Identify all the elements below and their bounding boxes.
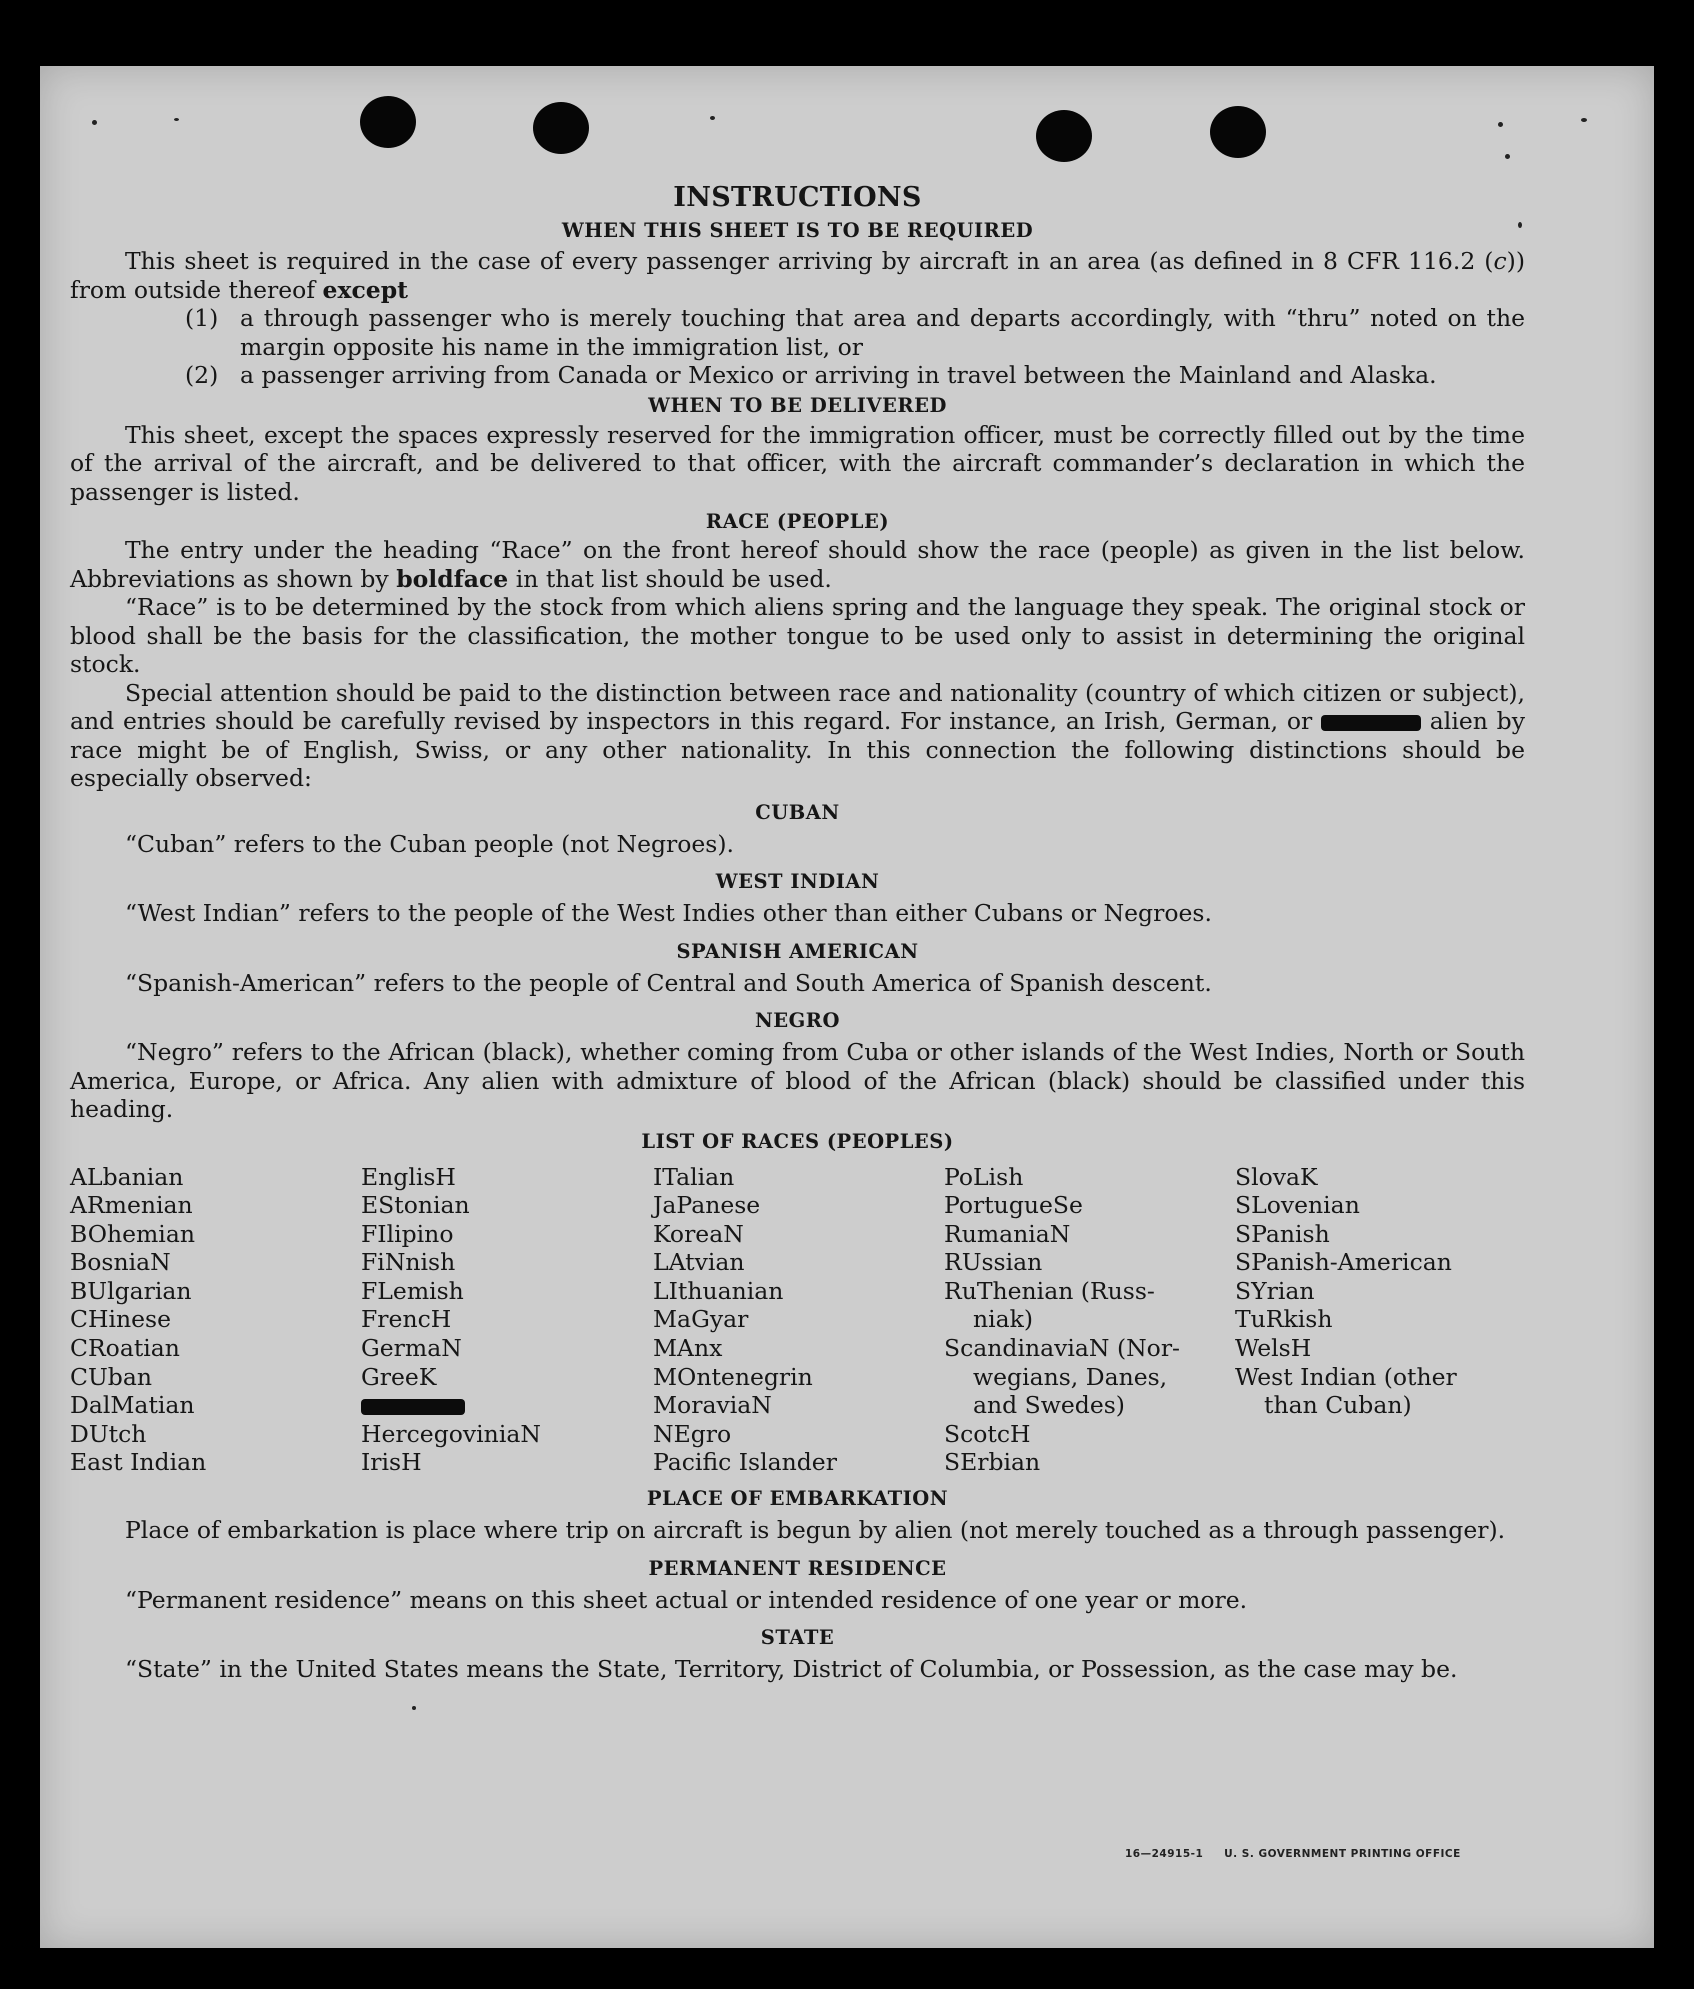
list-item: East Indian	[70, 1448, 207, 1477]
list-item: BosniaN	[70, 1248, 171, 1277]
list-item: IrisH	[361, 1448, 422, 1477]
list-item: BOhemian	[70, 1219, 195, 1248]
list-item: MoraviaN	[653, 1391, 772, 1420]
list-item: ITalian	[653, 1162, 735, 1191]
speck	[174, 118, 179, 121]
paragraph-embarkation: Place of embarkation is place where trip on aircraft is begun by alien (not merely touched as a through passenger).	[125, 1516, 1506, 1545]
paragraph-race-3: Special attention should be paid to the distinction between race and nationality (country of which citizen or subject), and entries should be carefully revised by inspectors in this regard. For instance, an Irish, German, or alien by race might be of English, Swiss, or any other nationality. In this connection the following distinctions should be especially observed:	[70, 678, 1525, 792]
list-item: RuThenian (Russ-	[944, 1276, 1155, 1305]
list-item: FiNnish	[361, 1248, 456, 1277]
list-item: RumaniaN	[944, 1219, 1071, 1248]
punch-hole	[1210, 106, 1266, 158]
list-item: FrencH	[361, 1305, 452, 1334]
list-item: JaPanese	[653, 1191, 761, 1220]
instructions-body	[70, 182, 1525, 1684]
speck	[412, 1706, 416, 1710]
list-item: MaGyar	[653, 1305, 749, 1334]
list-item: SPanish	[1235, 1219, 1330, 1248]
list-item: KoreaN	[653, 1219, 744, 1248]
exception-item-1: (1) a through passenger who is merely touching that area and departs accordingly, with “thru” noted on the margin opposite his name in the immigration list, or	[185, 304, 1525, 361]
list-item: SPanish-American	[1235, 1248, 1452, 1277]
list-item: HercegoviniaN	[361, 1419, 541, 1448]
heading-spanish-american: SPANISH AMERICAN	[676, 939, 919, 963]
paragraph-spanish-american: “Spanish-American” refers to the people of Central and South America of Spanish descent.	[125, 968, 1212, 997]
punch-hole	[1036, 110, 1092, 162]
heading-when-delivered: WHEN TO BE DELIVERED	[648, 393, 947, 417]
list-item: ALbanian	[70, 1162, 184, 1191]
paragraph-permanent-residence: “Permanent residence” means on this sheet actual or intended residence of one year or more.	[125, 1585, 1248, 1614]
speck	[710, 116, 715, 120]
list-item-continuation: niak)	[973, 1305, 1034, 1334]
race-column-4	[944, 1163, 1235, 1478]
list-item: RUssian	[944, 1248, 1043, 1277]
list-item: TuRkish	[1235, 1305, 1333, 1334]
paragraph-race-1: The entry under the heading “Race” on the front hereof should show the race (people) as given in the list below. Abbreviations as shown by boldface in that list should be used.	[70, 536, 1525, 593]
speck	[1505, 154, 1510, 159]
list-item: ARmenian	[70, 1191, 193, 1220]
heading-state: STATE	[760, 1626, 835, 1650]
list-item: SlovaK	[1235, 1162, 1318, 1191]
page-title: INSTRUCTIONS	[673, 182, 922, 213]
list-item: CRoatian	[70, 1334, 180, 1363]
list-item: SYrian	[1235, 1276, 1315, 1305]
list-item: ScotcH	[944, 1419, 1031, 1448]
form-number: 16—24915-1	[1125, 1848, 1204, 1860]
punch-hole	[533, 102, 589, 154]
redaction-mark	[1321, 715, 1421, 731]
punch-hole	[360, 96, 416, 148]
race-column-5	[1235, 1163, 1525, 1478]
list-item: ScandinaviaN (Nor-	[944, 1334, 1180, 1363]
list-item: SErbian	[944, 1448, 1041, 1477]
list-item-continuation: and Swedes)	[973, 1391, 1125, 1420]
form-footer	[1125, 1848, 1461, 1860]
list-item: GreeK	[361, 1362, 437, 1391]
paragraph-west-indian: “West Indian” refers to the people of the West Indies other than either Cubans or Negroes.	[125, 899, 1212, 927]
redaction-mark	[361, 1399, 465, 1415]
list-item: EnglisH	[361, 1162, 456, 1191]
race-column-1	[70, 1163, 361, 1478]
list-item-redacted	[361, 1391, 653, 1420]
race-list	[70, 1163, 1525, 1478]
list-item-continuation: wegians, Danes,	[973, 1362, 1168, 1391]
list-item: DUtch	[70, 1419, 147, 1448]
heading-race: RACE (PEOPLE)	[705, 510, 890, 533]
race-column-3	[653, 1163, 944, 1478]
heading-embarkation: PLACE OF EMBARKATION	[646, 1487, 949, 1511]
list-item: FLemish	[361, 1276, 464, 1305]
list-item: CHinese	[70, 1305, 171, 1334]
paragraph-required: This sheet is required in the case of every passenger arriving by aircraft in an area (as defined in 8 CFR 116.2 (c)) from outside thereof except	[70, 247, 1525, 304]
list-item-continuation: than Cuban)	[1264, 1391, 1412, 1420]
paragraph-cuban: “Cuban” refers to the Cuban people (not Negroes).	[125, 829, 735, 858]
list-item: DalMatian	[70, 1391, 195, 1420]
paragraph-state: “State” in the United States means the State, Territory, District of Columbia, or Possession, as the case may be.	[125, 1655, 1458, 1684]
list-item: MOntenegrin	[653, 1362, 813, 1391]
exception-item-2: (2) a passenger arriving from Canada or Mexico or arriving in travel between the Mainland and Alaska.	[185, 361, 1437, 389]
list-item: FIlipino	[361, 1219, 454, 1248]
list-item: PoLish	[944, 1162, 1024, 1191]
list-item: SLovenian	[1235, 1191, 1360, 1220]
heading-cuban: CUBAN	[755, 800, 840, 824]
paragraph-delivered: This sheet, except the spaces expressly reserved for the immigration officer, must be correctly filled out by the time of the arrival of the aircraft, and be delivered to that officer, with the aircraft commander’s declaration in which the passenger is listed.	[70, 420, 1525, 506]
list-item: LAtvian	[653, 1248, 745, 1277]
list-item: PortugueSe	[944, 1191, 1083, 1220]
list-item: CUban	[70, 1362, 152, 1391]
list-item: EStonian	[361, 1191, 470, 1220]
list-item: West Indian (other	[1235, 1362, 1457, 1391]
speck	[1498, 122, 1503, 127]
list-item: LIthuanian	[653, 1276, 784, 1305]
form-sheet	[40, 66, 1654, 1948]
list-item: NEgro	[653, 1419, 732, 1448]
list-item: Pacific Islander	[653, 1448, 837, 1477]
heading-negro: NEGRO	[754, 1009, 841, 1032]
paragraph-negro: “Negro” refers to the African (black), whether coming from Cuba or other islands of the West Indies, North or South America, Europe, or Africa. Any alien with admixture of blood of the African (black) should be classified under this heading.	[70, 1038, 1525, 1123]
speck	[1581, 118, 1587, 122]
race-column-2	[361, 1163, 653, 1478]
list-item: WelsH	[1235, 1334, 1312, 1363]
heading-list-of-races: LIST OF RACES (PEOPLES)	[641, 1129, 954, 1153]
list-item: MAnx	[653, 1334, 723, 1363]
list-item: BUlgarian	[70, 1276, 192, 1305]
heading-when-required: WHEN THIS SHEET IS TO BE REQUIRED	[561, 219, 1034, 242]
heading-permanent-residence: PERMANENT RESIDENCE	[648, 1556, 947, 1580]
speck	[92, 120, 97, 125]
heading-west-indian: WEST INDIAN	[715, 870, 880, 893]
list-item: GermaN	[361, 1334, 462, 1363]
printer-imprint: U. S. GOVERNMENT PRINTING OFFICE	[1224, 1848, 1461, 1860]
paragraph-race-2: “Race” is to be determined by the stock from which aliens spring and the language they speak. The original stock or blood shall be the basis for the classification, the mother tongue to be used only to assist in determining the original stock.	[70, 593, 1525, 678]
